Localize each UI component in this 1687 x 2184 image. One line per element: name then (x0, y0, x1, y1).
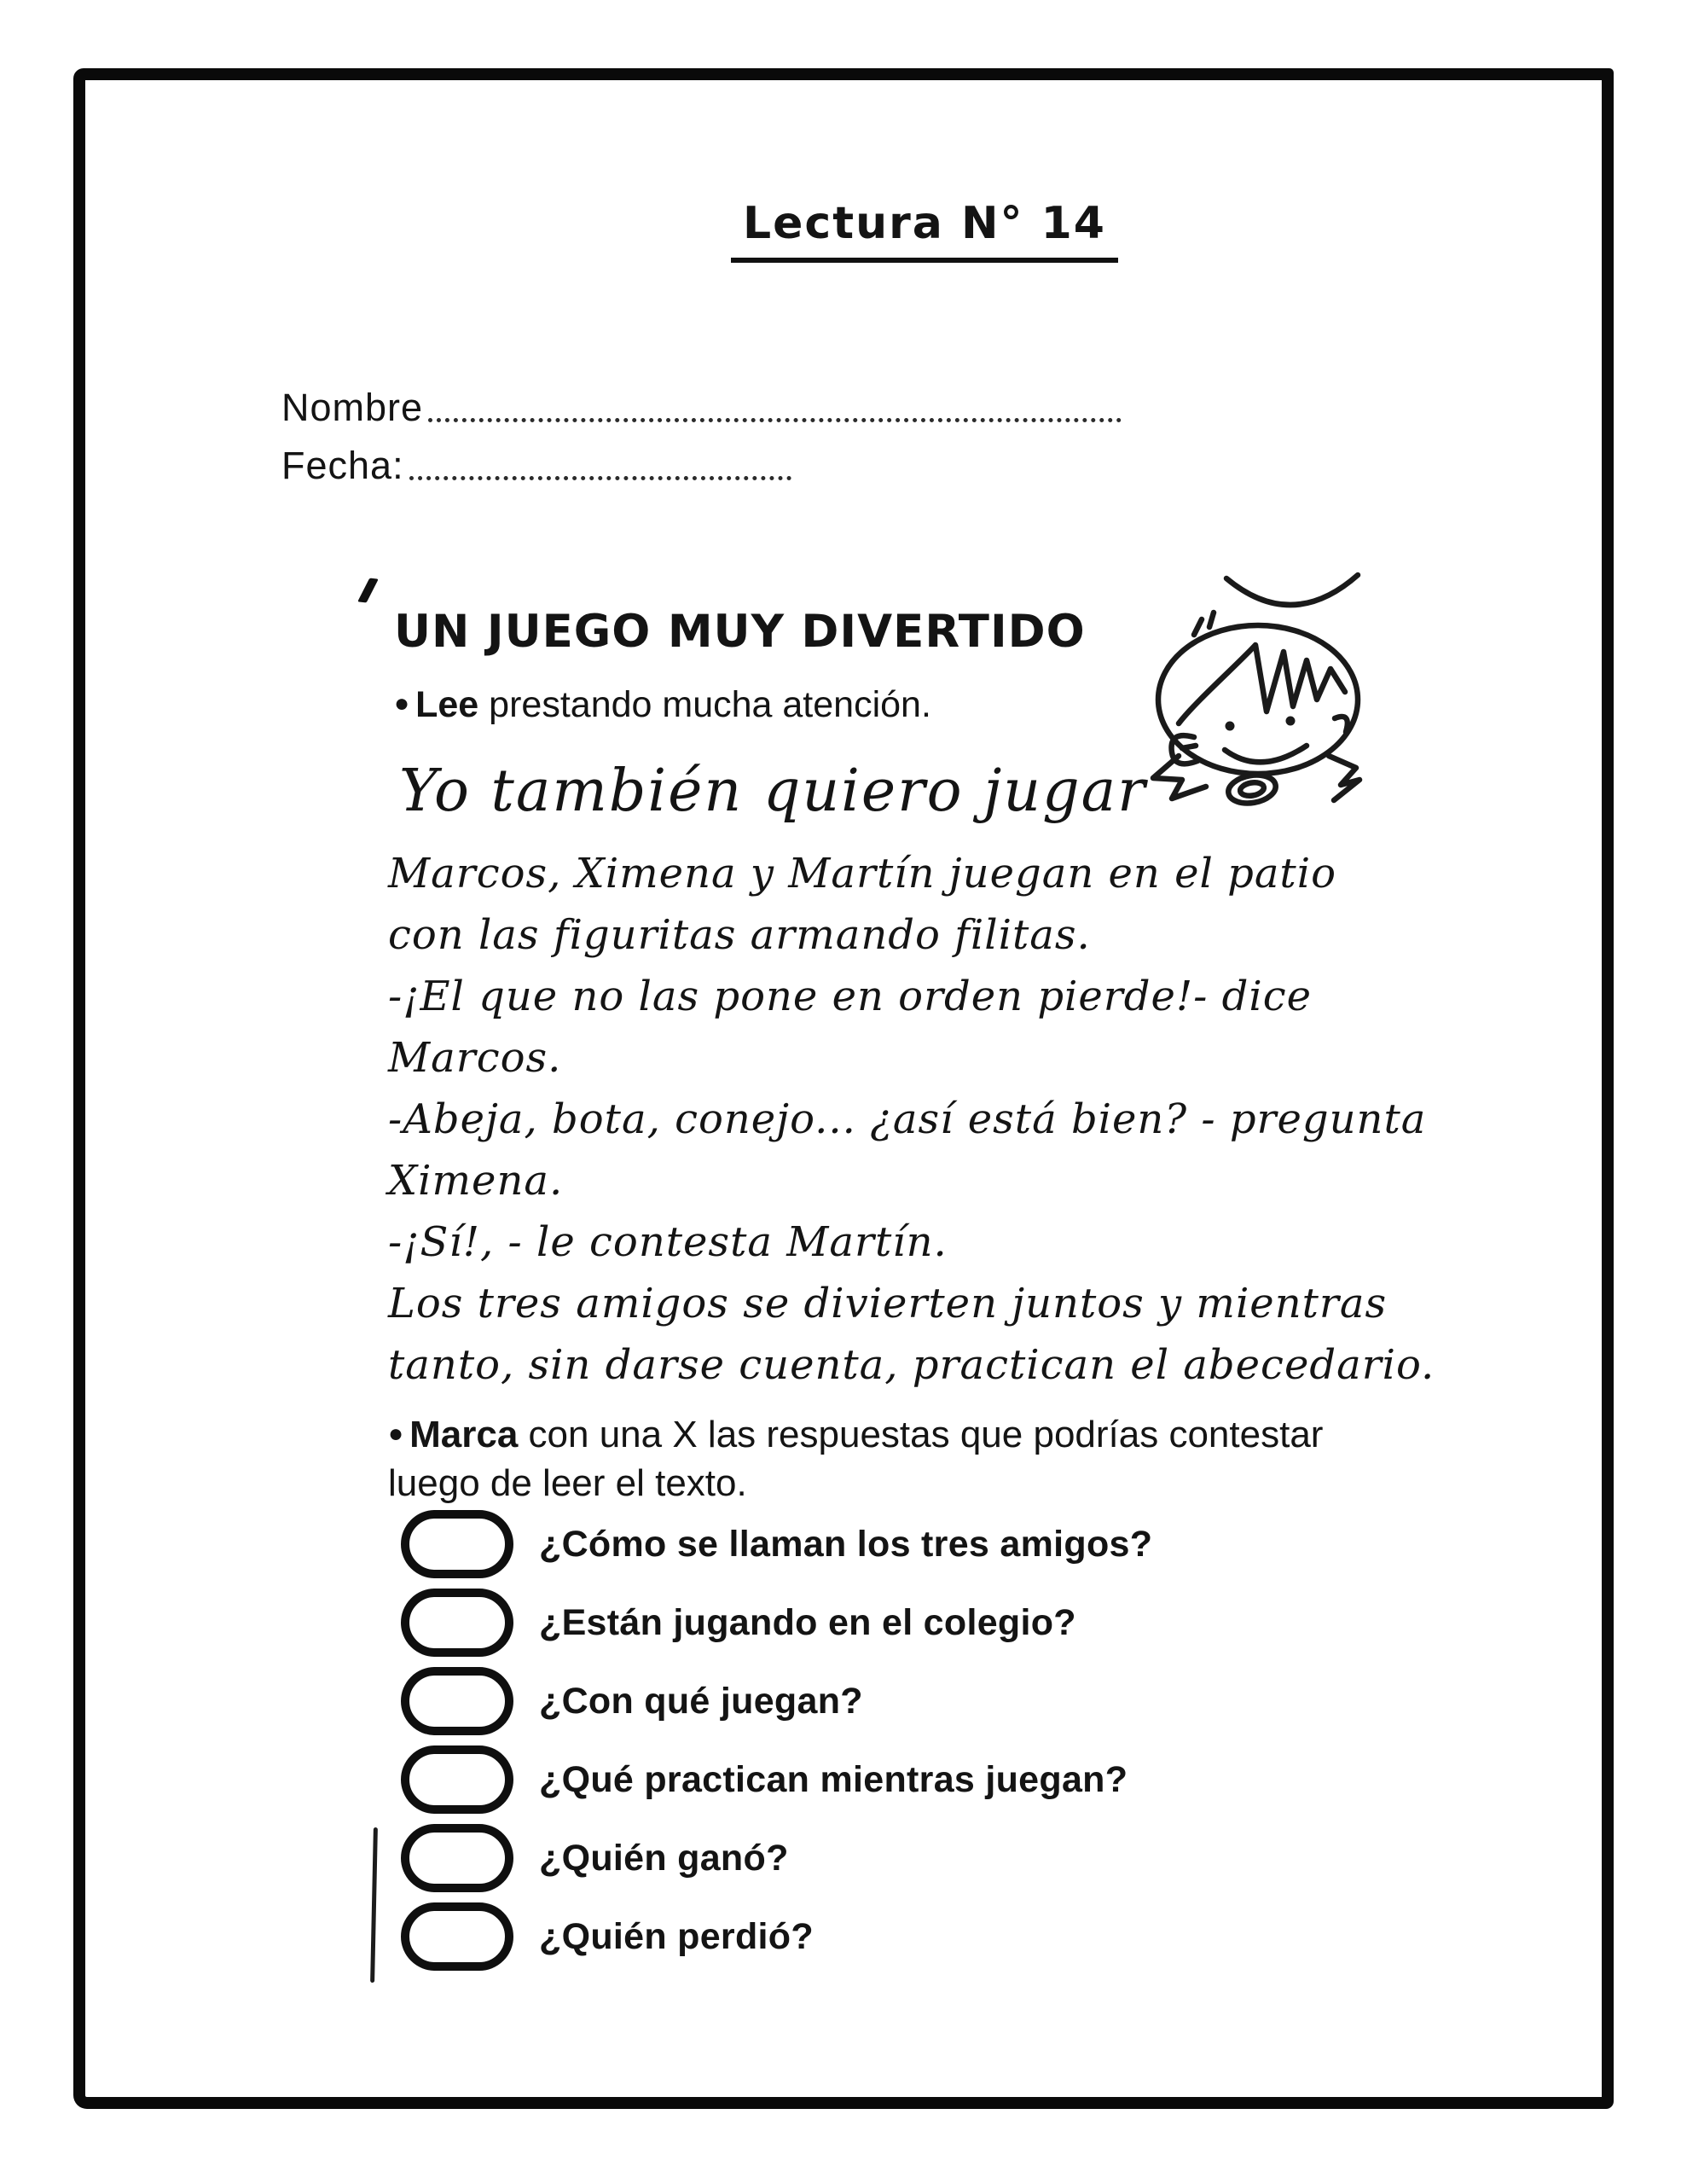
question-row (401, 1587, 1076, 1658)
name-label: Nombre (281, 386, 424, 429)
story-line: Ximena. (388, 1157, 564, 1205)
story-line: -¡El que no las pone en orden pierde!- dice (388, 973, 1313, 1020)
page-title: Lectura N° 14 (731, 198, 1118, 263)
mark-instruction-line2: luego de leer el texto. (388, 1462, 747, 1504)
mark-instruction (388, 1409, 1522, 1507)
question-row (401, 1822, 789, 1894)
question-label: ¿Cómo se llaman los tres amigos? (539, 1523, 1153, 1565)
question-row (401, 1744, 1128, 1815)
question-label: ¿Quién ganó? (539, 1837, 789, 1879)
story-line: Los tres amigos se divierten juntos y mientras (388, 1280, 1388, 1327)
question-label: ¿Quién perdió? (539, 1915, 814, 1957)
collar-ruffle-right (1329, 756, 1359, 800)
story-heading: UN JUEGO MUY DIVERTIDO (394, 606, 1086, 658)
spiky-bangs (1179, 645, 1345, 723)
story-title-cursive: Yo también quiero jugar (399, 758, 1147, 825)
story-line: -Abeja, bota, conejo... ¿así está bien? - pregunta (388, 1095, 1427, 1143)
answer-oval-checkbox[interactable] (401, 1902, 513, 1971)
bullet-icon: ● (394, 689, 410, 717)
answer-oval-checkbox[interactable] (401, 1824, 513, 1892)
name-input-line[interactable] (428, 418, 1122, 422)
answer-oval-checkbox[interactable] (401, 1745, 513, 1814)
date-label: Fecha: (281, 444, 404, 487)
question-row (401, 1665, 863, 1737)
story-text (388, 843, 1435, 1396)
arc-line (1226, 575, 1358, 605)
name-row (281, 377, 1122, 430)
question-row (401, 1508, 1152, 1580)
smile (1225, 746, 1307, 762)
student-fields (281, 377, 1122, 493)
answer-oval-checkbox[interactable] (401, 1667, 513, 1735)
read-instruction-rest: prestando mucha atención. (478, 684, 931, 725)
left-eye (1226, 722, 1235, 731)
answer-oval-checkbox[interactable] (401, 1510, 513, 1578)
story-line: -¡Sí!, - le contesta Martín. (388, 1218, 948, 1266)
story-line: Marcos. (388, 1034, 562, 1082)
question-row (401, 1901, 814, 1972)
date-input-line[interactable] (409, 476, 791, 480)
read-instruction-verb: Lee (415, 684, 479, 725)
collar-loop (1226, 771, 1278, 806)
right-eye (1286, 717, 1296, 726)
story-line: Marcos, Ximena y Martín juegan en el patio (388, 850, 1336, 897)
mark-instruction-verb: Marca (409, 1414, 519, 1455)
answer-oval-checkbox[interactable] (401, 1589, 513, 1657)
mark-instruction-line1 (388, 1409, 1522, 1459)
mark-instruction-rest: con una X las respuestas que podrías contestar (518, 1414, 1324, 1455)
right-ear (1335, 717, 1348, 732)
story-line: con las figuritas armando filitas. (388, 911, 1091, 959)
story-line: tanto, sin darse cuenta, practican el abecedario. (388, 1341, 1435, 1389)
boy-face-illustration (1134, 553, 1390, 809)
header (81, 198, 1687, 263)
date-row (281, 435, 1122, 488)
question-label: ¿Qué practican mientras juegan? (539, 1758, 1128, 1800)
question-label: ¿Con qué juegan? (539, 1680, 863, 1722)
read-instruction (394, 684, 931, 726)
question-label: ¿Están jugando en el colegio? (539, 1601, 1076, 1643)
collar-loop-inner (1239, 781, 1265, 798)
bullet-icon: ● (388, 1420, 404, 1448)
